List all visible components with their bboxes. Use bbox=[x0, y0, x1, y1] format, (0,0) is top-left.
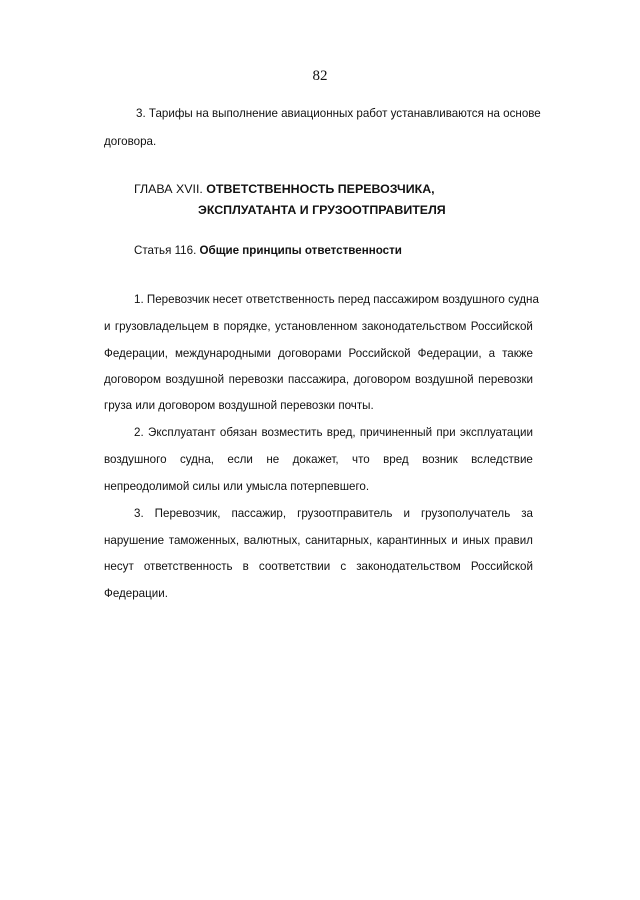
intro-line: договора. bbox=[104, 135, 157, 148]
word: возместить bbox=[261, 426, 323, 439]
paragraph-line bbox=[104, 559, 533, 575]
word: и bbox=[403, 507, 410, 520]
word: иных bbox=[462, 534, 490, 547]
word: и bbox=[104, 320, 111, 333]
word: валютных, bbox=[243, 534, 301, 547]
word: 3. bbox=[134, 507, 144, 520]
word: международными bbox=[174, 347, 271, 360]
article-prefix: Статья 116. bbox=[134, 244, 200, 257]
word: с bbox=[340, 560, 347, 573]
word: если bbox=[227, 453, 253, 466]
word: Федерации, bbox=[104, 347, 168, 360]
word: причиненный bbox=[359, 426, 433, 439]
word: соответствии bbox=[258, 560, 331, 573]
word: договорами bbox=[278, 347, 342, 360]
word: вследствие bbox=[471, 453, 533, 466]
word: нарушение bbox=[104, 534, 165, 547]
paragraph-line: 1. Перевозчик несет ответственность перед пассажиром воздушного судна bbox=[134, 293, 539, 306]
paragraph-line: Федерации. bbox=[104, 587, 168, 600]
word: вред bbox=[383, 453, 409, 466]
article-title: Общие принципы ответственности bbox=[199, 244, 402, 257]
word: договором bbox=[104, 373, 161, 386]
word: грузополучатель bbox=[420, 507, 511, 520]
word: пассажир, bbox=[231, 507, 287, 520]
word: Российской bbox=[470, 320, 533, 333]
article-heading bbox=[134, 243, 402, 259]
word: таможенных, bbox=[168, 534, 240, 547]
word: судна, bbox=[179, 453, 214, 466]
word: перевозки bbox=[228, 373, 284, 386]
word: санитарных, bbox=[305, 534, 373, 547]
paragraph-line bbox=[104, 372, 533, 388]
word: при bbox=[436, 426, 456, 439]
word: также bbox=[502, 347, 533, 360]
word: Эксплуатант bbox=[147, 426, 216, 439]
word: Российской bbox=[470, 560, 533, 573]
word: воздушной bbox=[415, 373, 474, 386]
word: Российской bbox=[348, 347, 411, 360]
word: перевозки bbox=[478, 373, 533, 386]
word: возник bbox=[422, 453, 458, 466]
chapter-title-line2: ЭКСПЛУАТАНТА И ГРУЗООТПРАВИТЕЛЯ bbox=[198, 203, 446, 217]
chapter-prefix: ГЛАВА XVII. bbox=[134, 182, 207, 196]
word: воздушного bbox=[104, 453, 167, 466]
word: карантинных bbox=[376, 534, 447, 547]
paragraph-line bbox=[104, 346, 533, 362]
word: грузовладельцем bbox=[114, 320, 209, 333]
chapter-heading-line bbox=[134, 181, 435, 197]
word: договором bbox=[353, 373, 411, 386]
word: за bbox=[521, 507, 533, 520]
word: а bbox=[488, 347, 496, 360]
word: не bbox=[266, 453, 280, 466]
word: что bbox=[352, 453, 370, 466]
word: несут bbox=[104, 560, 134, 573]
word: эксплуатации bbox=[459, 426, 533, 439]
word: обязан bbox=[219, 426, 258, 439]
word: пассажира, bbox=[287, 373, 350, 386]
word: Перевозчик, bbox=[154, 507, 221, 520]
word: вред, bbox=[326, 426, 356, 439]
word: в bbox=[242, 560, 249, 573]
word: ответственность bbox=[143, 560, 233, 573]
word: законодательством bbox=[361, 320, 467, 333]
word: установленном bbox=[275, 320, 358, 333]
paragraph-line bbox=[104, 319, 533, 335]
intro-line: 3. Тарифы на выполнение авиационных работ устанавливаются на основе bbox=[136, 107, 541, 120]
chapter-title: ОТВЕТСТВЕННОСТЬ ПЕРЕВОЗЧИКА, bbox=[206, 182, 435, 196]
paragraph-line bbox=[134, 425, 533, 441]
paragraph-line bbox=[104, 533, 533, 549]
word: воздушной bbox=[165, 373, 225, 386]
word: и bbox=[451, 534, 458, 547]
page-number: 82 bbox=[312, 68, 328, 84]
paragraph-line: груза или договором воздушной перевозки почты. bbox=[104, 399, 374, 412]
word: правил bbox=[494, 534, 533, 547]
word: законодательством bbox=[356, 560, 461, 573]
paragraph-line: непреодолимой силы или умысла потерпевшего. bbox=[104, 480, 370, 493]
word: порядке, bbox=[223, 320, 271, 333]
word: 2. bbox=[134, 426, 144, 439]
paragraph-line bbox=[104, 452, 533, 468]
word: грузоотправитель bbox=[297, 507, 393, 520]
word: в bbox=[213, 320, 220, 333]
word: докажет, bbox=[292, 453, 339, 466]
paragraph-line bbox=[134, 506, 533, 522]
word: Федерации, bbox=[417, 347, 482, 360]
